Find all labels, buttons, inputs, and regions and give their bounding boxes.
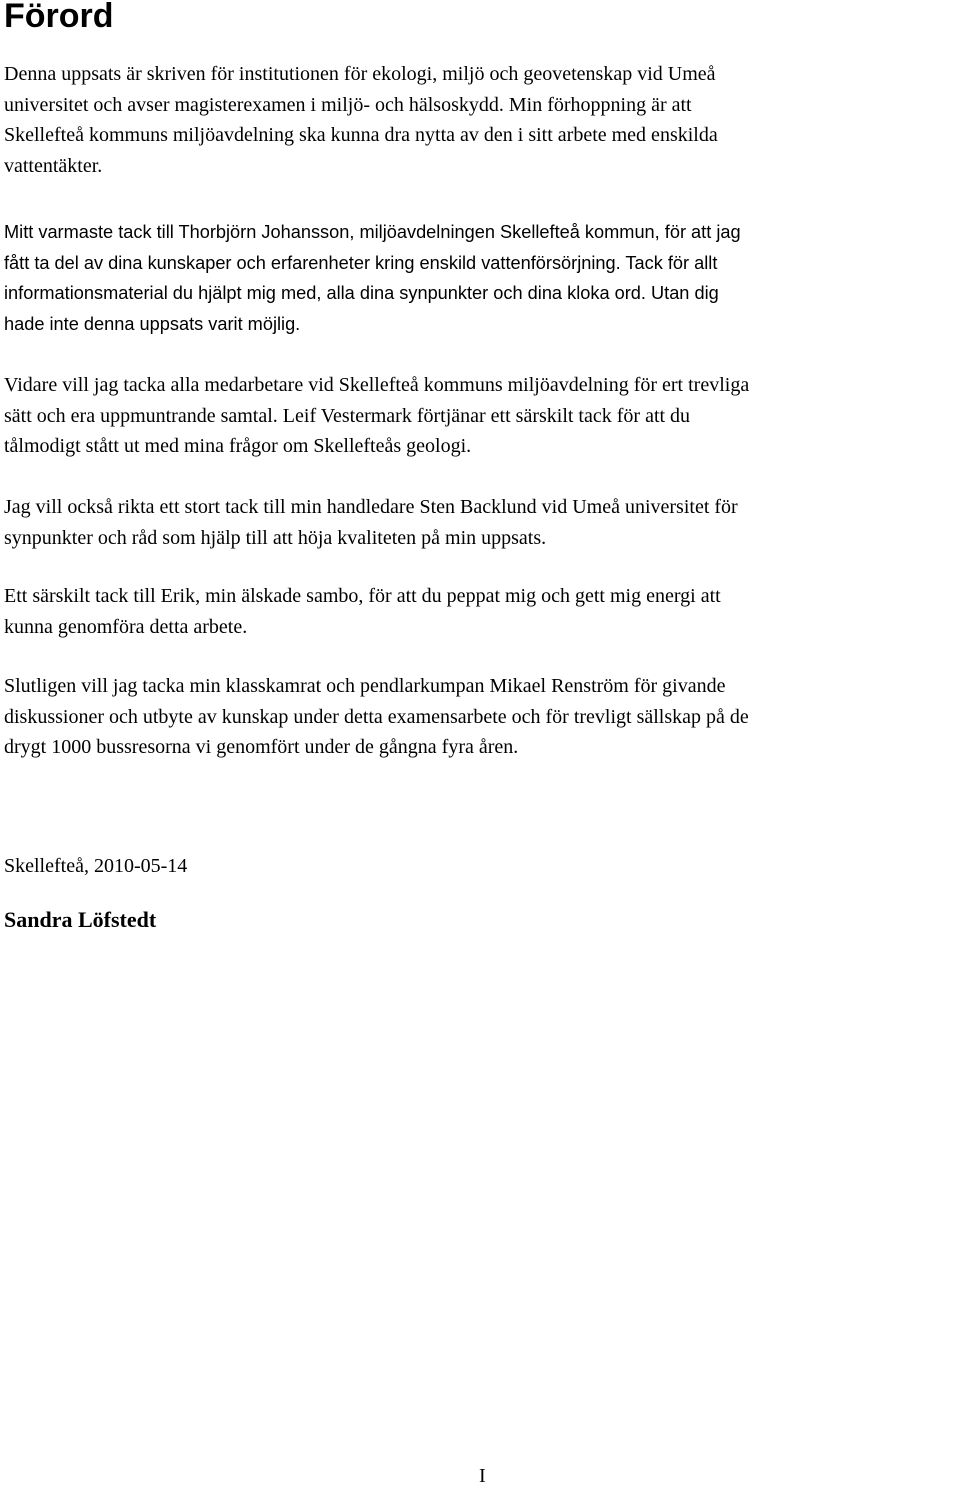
paragraph-thanks-supervisor (4, 492, 959, 553)
text-line: Jag vill också rikta ett stort tack till min handledare Sten Backlund vid Umeå universitet för (4, 496, 738, 518)
text-line: tålmodigt stått ut med mina frågor om Skellefteås geologi. (4, 435, 472, 457)
text-line: Vidare vill jag tacka alla medarbetare vid Skellefteå kommuns miljöavdelning för ert trevliga (4, 374, 750, 396)
text-line: Skellefteå kommuns miljöavdelning ska kunna dra nytta av den i sitt arbete med enskilda (4, 124, 718, 146)
signature-name: Sandra Löfstedt (4, 907, 157, 932)
text-line: sätt och era uppmuntrande samtal. Leif Vestermark förtjänar ett särskilt tack för att du (4, 404, 691, 427)
text-line: drygt 1000 bussresorna vi genomfört under de gångna fyra åren. (4, 736, 519, 758)
text-line: synpunkter och råd som hjälp till att höja kvaliteten på min uppsats. (4, 526, 547, 549)
page-number: I (479, 1465, 486, 1487)
text-line: hade inte denna uppsats varit möjlig. (4, 313, 301, 334)
text-line: Slutligen vill jag tacka min klasskamrat och pendlarkumpan Mikael Renström för givande (4, 675, 726, 697)
paragraph-thanks-partner (4, 581, 959, 642)
text-line: Ett särskilt tack till Erik, min älskade sambo, för att du peppat mig och gett mig energi att (4, 585, 721, 607)
paragraph-thanks-classmate (4, 671, 959, 763)
text-line: vattentäkter. (4, 154, 103, 177)
text-line: kunna genomföra detta arbete. (4, 615, 248, 638)
text-line: fått ta del av dina kunskaper och erfarenheter kring enskild vattenförsörjning. Tack för allt (4, 252, 718, 273)
paragraph-intro (4, 59, 959, 181)
paragraph-thanks-johansson (4, 217, 959, 339)
page-title: Förord (4, 0, 114, 35)
text-line: diskussioner och utbyte av kunskap under detta examensarbete och för trevligt sällskap på de (4, 705, 749, 728)
text-line: Denna uppsats är skriven för institutionen för ekologi, miljö och geovetenskap vid Umeå (4, 63, 716, 85)
text-line: informationsmaterial du hjälpt mig med, alla dina synpunkter och dina kloka ord. Utan dig (4, 283, 719, 303)
paragraph-thanks-colleagues (4, 370, 959, 462)
signature-place-date: Skellefteå, 2010-05-14 (4, 855, 188, 877)
text-line: universitet och avser magisterexamen i miljö- och hälsoskydd. Min förhoppning är att (4, 93, 692, 116)
text-line: Mitt varmaste tack till Thorbjörn Johansson, miljöavdelningen Skellefteå kommun, för att jag (4, 222, 741, 242)
